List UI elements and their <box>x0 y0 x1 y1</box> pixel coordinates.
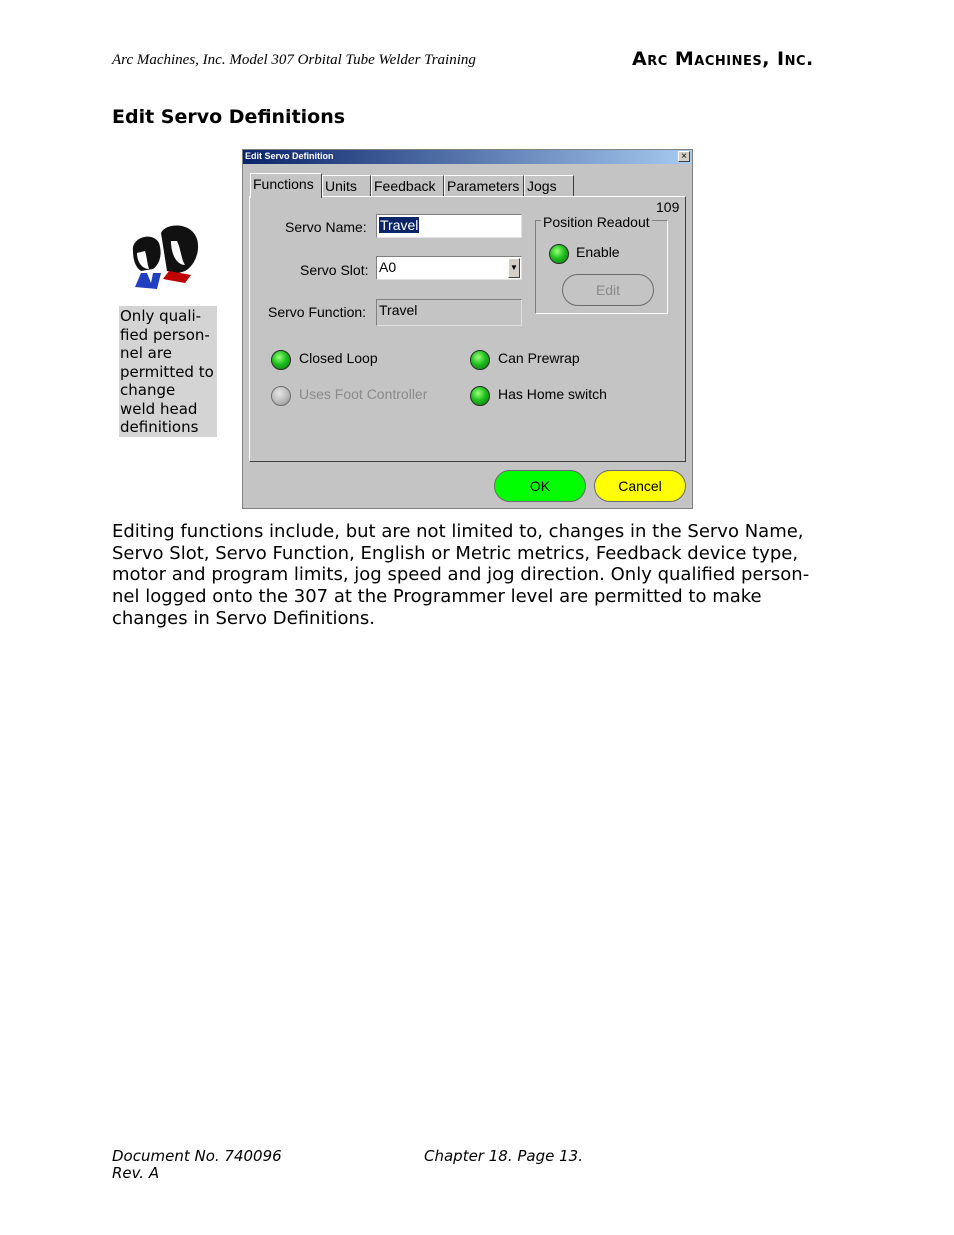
closed-loop-label: Closed Loop <box>299 350 378 366</box>
side-note-line: permitted to <box>120 362 214 381</box>
tab-feedback[interactable]: Feedback <box>371 175 444 196</box>
side-note-line: change <box>120 381 176 399</box>
body-line: changes in Servo Definitions. <box>112 607 376 629</box>
servo-function-value: Travel <box>379 302 418 318</box>
servo-function-label: Servo Function: <box>268 304 367 320</box>
edit-servo-dialog <box>242 149 693 509</box>
close-icon[interactable]: × <box>678 151 690 162</box>
header-title: Arc Machines, Inc. Model 307 Orbital Tube Welder Training <box>112 52 476 68</box>
servo-slot-label: Servo Slot: <box>300 262 369 278</box>
tab-units[interactable]: Units <box>322 175 371 196</box>
footer-rev: Rev. A <box>112 1164 160 1182</box>
closed-loop-led-icon[interactable] <box>271 350 291 370</box>
company-logo-text: Arc Machines, Inc. <box>632 48 814 70</box>
home-switch-led-icon[interactable] <box>470 386 490 406</box>
servo-slot-select[interactable] <box>376 256 522 280</box>
footer-doc-no: Document No. 740096 <box>112 1147 282 1165</box>
side-note-line: definitions <box>120 418 199 436</box>
side-note-line: weld head <box>120 399 198 418</box>
home-switch-label: Has Home switch <box>498 386 607 402</box>
body-line: motor and program limits, jog speed and jog direction. Only qualified person- <box>112 564 810 586</box>
dialog-title: Edit Servo Definition <box>245 151 334 161</box>
tab-functions[interactable]: Functions <box>250 173 322 198</box>
body-line: Servo Slot, Servo Function, English or Metric metrics, Feedback device type, <box>112 542 799 564</box>
foot-controller-led-icon[interactable] <box>271 386 291 406</box>
servo-name-label: Servo Name: <box>285 219 367 235</box>
side-note-line: Only quali- <box>120 307 202 325</box>
foot-controller-label: Uses Foot Controller <box>299 386 428 402</box>
side-note-line: nel are <box>120 344 172 362</box>
servo-name-value: Travel <box>380 217 419 233</box>
cancel-button[interactable]: Cancel <box>594 470 686 502</box>
enable-led-icon[interactable] <box>549 244 569 264</box>
body-line: Editing functions include, but are not limited to, changes in the Servo Name, <box>112 521 804 542</box>
section-title: Edit Servo Definitions <box>112 106 346 128</box>
can-prewrap-led-icon[interactable] <box>470 350 490 370</box>
chevron-down-icon[interactable]: ▼ <box>508 258 520 278</box>
tab-jogs[interactable]: Jogs <box>524 175 574 196</box>
people-icon <box>127 221 203 295</box>
side-note <box>119 306 217 437</box>
body-line: nel logged onto the 307 at the Programmer level are permitted to make <box>112 586 762 608</box>
footer-chapter-page: Chapter 18. Page 13. <box>424 1147 583 1165</box>
dialog-titlebar <box>243 150 692 164</box>
tab-parameters[interactable]: Parameters <box>444 175 524 196</box>
servo-slot-value: A0 <box>379 259 397 275</box>
servo-function-field <box>376 299 522 326</box>
body-paragraph <box>112 521 852 630</box>
side-note-line: fied person- <box>120 325 210 344</box>
edit-button[interactable]: Edit <box>562 274 654 306</box>
enable-label: Enable <box>576 244 620 260</box>
can-prewrap-label: Can Prewrap <box>498 350 580 366</box>
servo-name-input[interactable] <box>376 214 522 238</box>
position-readout-label: Position Readout <box>543 214 650 230</box>
ok-button[interactable]: OK <box>494 470 586 502</box>
id-number: 109 <box>656 199 680 215</box>
